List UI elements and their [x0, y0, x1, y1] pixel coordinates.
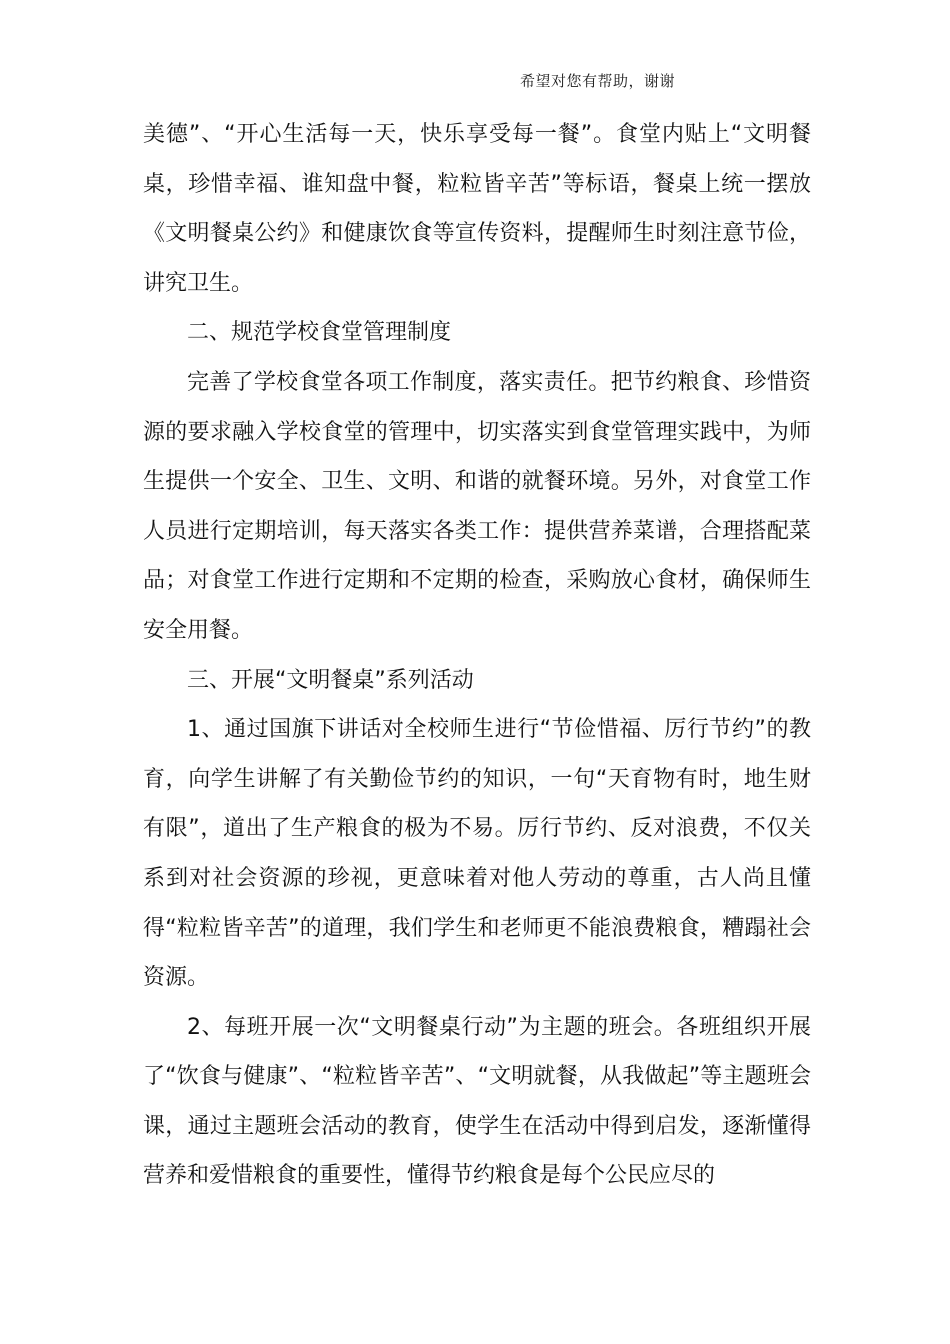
paragraph-item-1: 1、通过国旗下讲话对全校师生进行“节俭惜福、厉行节约”的教育，向学生讲解了有关勤俭节约的知识，一句“天育物有时，地生财有限”，道出了生产粮食的极为不易。厉行节约、反对浪费，不仅关系到对社会资源的珍视，更意味着对他人劳动的尊重，古人尚且懂得“粒粒皆辛苦”的道理，我们学生和老师更不能浪费粮食，糟蹋社会资源。	[143, 717, 811, 991]
paragraph-item-2: 2、每班开展一次“文明餐桌行动”为主题的班会。各班组织开展了“饮食与健康”、“粒粒皆辛苦”、“文明就餐，从我做起”等主题班会课，通过主题班会活动的教育，使学生在活动中得到启发，逐渐懂得营养和爱惜粮食的重要性，懂得节约粮食是每个公民应尽的	[143, 1014, 811, 1189]
section-heading-2: 二、规范学校食堂管理制度	[187, 320, 452, 346]
paragraph-canteen-management: 完善了学校食堂各项工作制度，落实责任。把节约粮食、珍惜资源的要求融入学校食堂的管理中，切实落实到食堂管理实践中，为师生提供一个安全、卫生、文明、和谐的就餐环境。另外，对食堂工作人员进行定期培训，每天落实各类工作：提供营养菜谱，合理搭配菜品；对食堂工作进行定期和不定期的检查，采购放心食材，确保师生安全用餐。	[143, 369, 811, 643]
header-note: 希望对您有帮助，谢谢	[520, 72, 676, 90]
section-heading-3: 三、开展“文明餐桌”系列活动	[187, 667, 474, 693]
document-body	[143, 110, 811, 1201]
paragraph-continued: 美德”、“开心生活每一天，快乐享受每一餐”。食堂内贴上“文明餐桌，珍惜幸福、谁知盘中餐，粒粒皆辛苦”等标语，餐桌上统一摆放《文明餐桌公约》和健康饮食等宣传资料，提醒师生时刻注意节俭，讲究卫生。	[143, 122, 811, 296]
